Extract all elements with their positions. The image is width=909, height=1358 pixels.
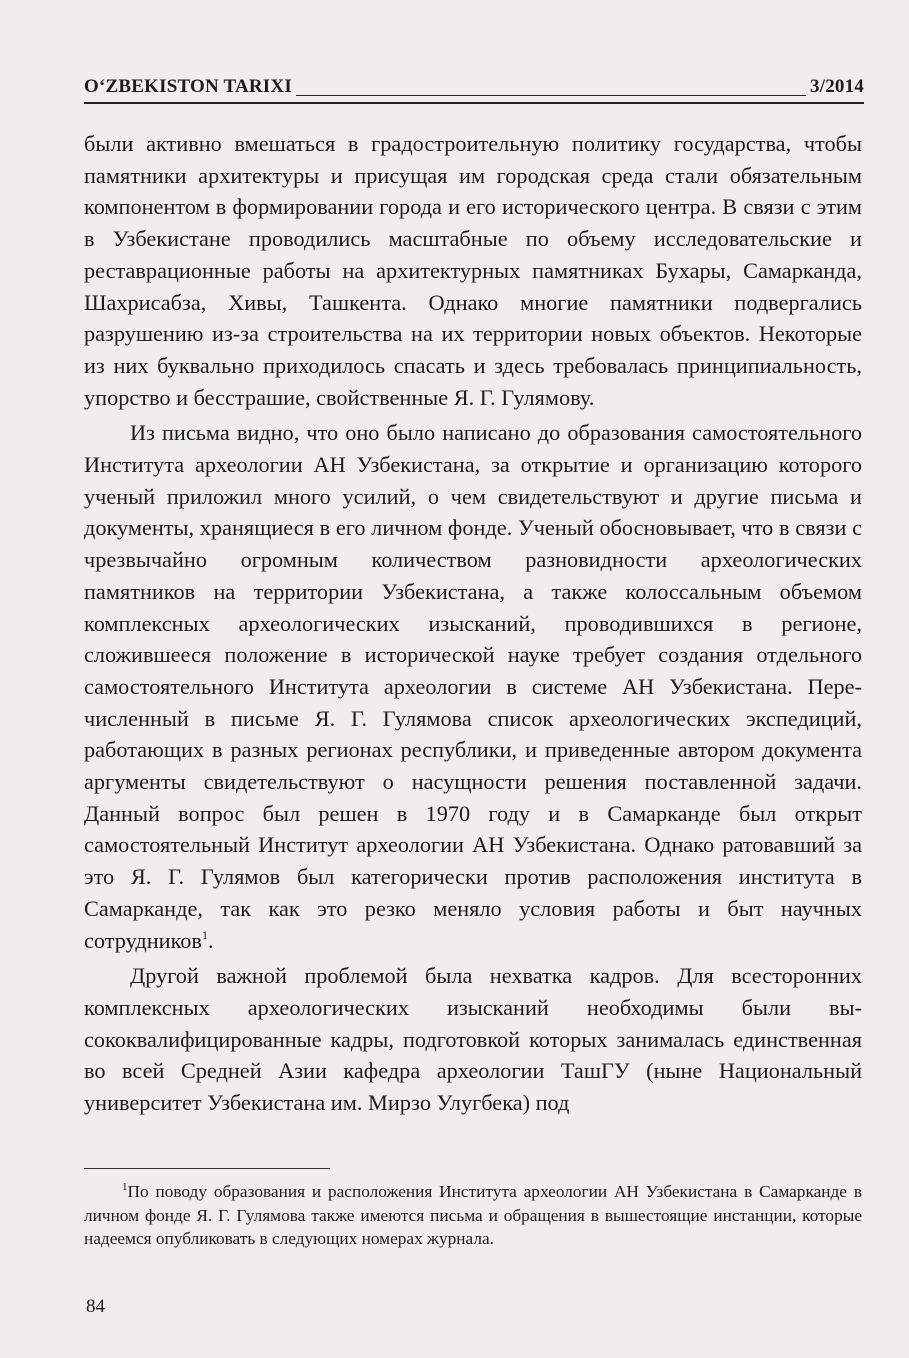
header-divider (84, 102, 864, 104)
footnote-text: По поводу образования и расположения Института археологии АН Узбекистана в Самарканде в личном фонде Я. Г. Гулямова также имеются письма и обращения в вышестоящие инстанции, которые надеемся опубликовать в следующих номерах журнала. (84, 1182, 862, 1248)
paragraph-2 (84, 417, 862, 956)
issue-number: 3/2014 (810, 76, 864, 97)
header-rule (296, 95, 806, 96)
footnote (84, 1180, 862, 1251)
footnote-reference[interactable]: 1 (201, 927, 208, 942)
footnote-mark: 1 (122, 1181, 128, 1193)
paragraph-2-end: . (207, 927, 214, 953)
paragraph-3 (84, 960, 862, 1119)
journal-title: O‘ZBEKISTON TARIXI (84, 76, 292, 97)
paragraph-3-text: Другой важной проблемой была нехватка кадров. Для всесторонних комплексных археологических изысканий необходимы были высококвалифицированные кадры, подготовкой которых занималась единственная во всей Средней Азии кафедра археологии ТашГУ (ныне Национальный университет Узбекистана им. Мирзо Улугбека) под (84, 963, 862, 1116)
running-header (84, 66, 864, 100)
paragraph-1 (84, 128, 862, 413)
paragraph-2-text: Из письма видно, что оно было написано до образования самостоятельного Института археологии АН Узбекистана, за открытие и организацию которого ученый приложил много усилий, о чем свидетельствуют и другие письма и документы, хранящиеся в его личном фонде. Ученый обосновывает, что в связи с чрезвычайно огромным количеством разновидности археологических памятников на территории Узбекистана, а также колоссальным объемом комплексных археологических изысканий, проводившихся в регионе, сложившееся положение в исторической науке требует создания отдельного самостоятельного Института археологии в системе АН Узбекистана. Перечисленный в письме Я. Г. Гулямова список археологических экспедиций, работающих в разных регионах республики, и приведенные автором документа аргументы свидетельствуют о насущности решения поставленной задачи. Данный вопрос был решен в 1970 году и в Самарканде был открыт самостоятельный Институт археологии АН Узбекистана. Однако ратовавший за это Я. Г. Гулямов был категорически против расположения института в Самарканде, так как это резко меняло условия работы и быт научных сотрудников (84, 420, 862, 953)
page-number: 84 (86, 1296, 105, 1317)
article-body (84, 128, 862, 1119)
footnote-divider (84, 1168, 330, 1169)
paragraph-1-text: были активно вмешаться в градостроительную политику государства, чтобы памятники архитектуры и присущая им городская среда стали обязательным компонентом в формировании города и его исторического центра. В связи с этим в Узбекистане проводились масштабные по объему исследовательские и реставрационные работы на архитектурных памятниках Бухары, Самарканда, Шахрисабза, Хивы, Ташкента. Однако многие памятники подвергались разрушению из-за строительства на их территории новых объектов. Некоторые из них буквально приходилось спасать и здесь требовалась принципиальность, упорство и бесстрашие, свойственные Я. Г. Гулямову. (84, 131, 862, 410)
